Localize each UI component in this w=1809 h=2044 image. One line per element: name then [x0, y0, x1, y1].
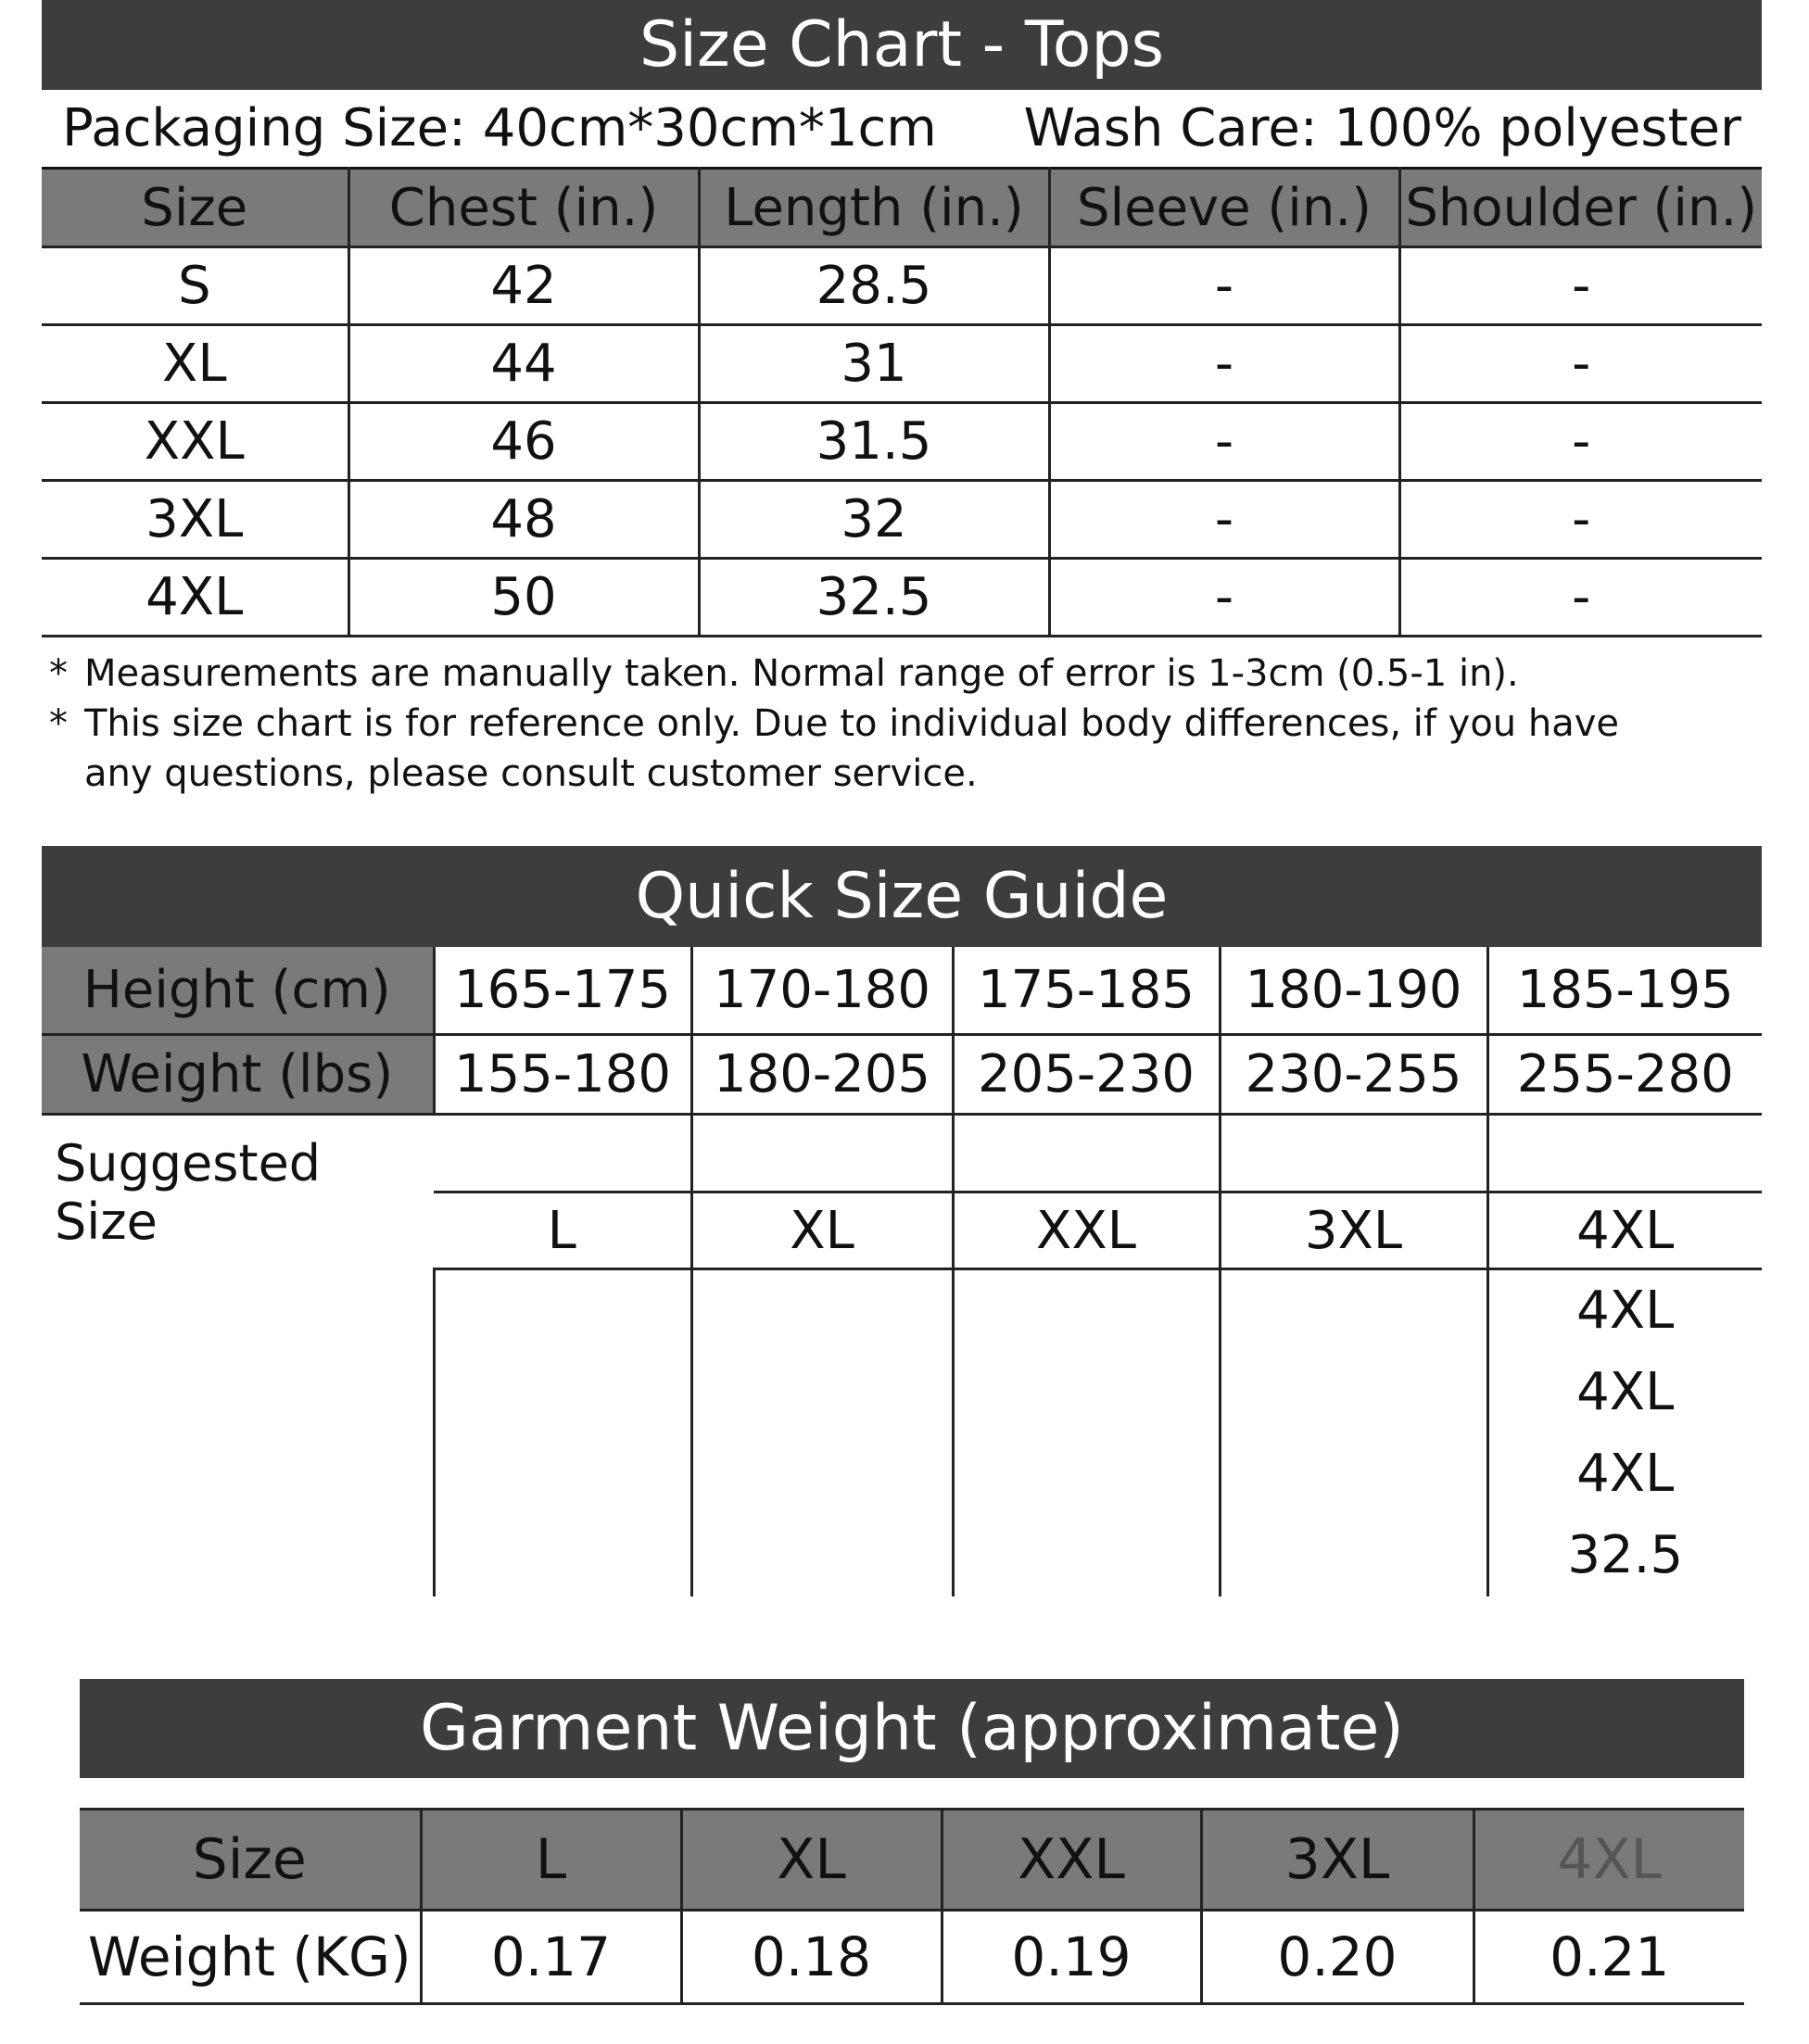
weight-cell: 0.17 [421, 1911, 681, 2004]
size-chart-table [42, 167, 1762, 637]
table-cell: - [1399, 559, 1762, 637]
table-row [42, 325, 1762, 403]
size-chart-header-row [42, 169, 1762, 247]
quick-guide-title [42, 846, 1762, 947]
table-cell: 28.5 [699, 247, 1049, 325]
suggested-size-cell: XL [691, 1192, 953, 1269]
weight-label: Weight (lbs) [42, 1035, 434, 1115]
empty-cell [1220, 1269, 1487, 1597]
weight-cell: 180-205 [691, 1035, 953, 1115]
packaging-size: Packaging Size: 40cm*30cm*1cm [62, 98, 937, 158]
note-item [42, 699, 1636, 799]
garment-weight-table [80, 1808, 1744, 2005]
garment-weight-row [80, 1911, 1744, 2004]
table-cell: - [1049, 247, 1399, 325]
size-chart-title [42, 0, 1762, 90]
height-cell: 185-195 [1487, 947, 1762, 1035]
suggested-size-cell: 3XL [1220, 1192, 1487, 1269]
size-cell: L [421, 1810, 681, 1911]
weight-cell: 0.19 [942, 1911, 1201, 2004]
empty-cell [1487, 1115, 1762, 1192]
empty-cell [434, 1269, 691, 1597]
extra-row [42, 1269, 1762, 1597]
suggested-size-label: Suggested Size [55, 1133, 322, 1251]
table-cell: - [1399, 481, 1762, 559]
height-cell: 175-185 [953, 947, 1220, 1035]
table-cell: XXL [42, 403, 348, 481]
height-row [42, 947, 1762, 1035]
empty-cell [42, 1269, 434, 1597]
weight-cell: 0.18 [681, 1911, 942, 2004]
extra-values-cell [1487, 1269, 1762, 1597]
empty-cell [691, 1269, 953, 1597]
column-header: Chest (in.) [348, 169, 699, 247]
column-header: Sleeve (in.) [1049, 169, 1399, 247]
table-cell: - [1399, 325, 1762, 403]
size-chart-notes [42, 649, 1762, 799]
size-cell: XXL [942, 1810, 1201, 1911]
table-cell: XL [42, 325, 348, 403]
empty-cell [953, 1269, 1220, 1597]
table-cell: - [1049, 559, 1399, 637]
quick-guide-title-text: Quick Size Guide [635, 859, 1169, 933]
empty-cell [691, 1115, 953, 1192]
spacer-row [42, 1115, 1762, 1192]
table-cell: 31.5 [699, 403, 1049, 481]
table-row [42, 247, 1762, 325]
empty-cell [1220, 1115, 1487, 1192]
garment-weight-title-text: Garment Weight (approximate) [420, 1691, 1404, 1765]
note-marker: * [49, 702, 68, 745]
table-cell: 46 [348, 403, 699, 481]
table-cell: 44 [348, 325, 699, 403]
weight-label: Weight (KG) [80, 1911, 421, 2004]
size-cell: 4XL [1474, 1810, 1744, 1911]
note-text: Measurements are manually taken. Normal range of error is 1-3cm (0.5-1 in). [84, 652, 1519, 695]
table-cell: - [1049, 481, 1399, 559]
table-cell: 32 [699, 481, 1049, 559]
extra-value: 32.5 [1567, 1525, 1684, 1585]
height-label: Height (cm) [42, 947, 434, 1035]
extra-value: 4XL [1576, 1444, 1675, 1504]
table-cell: S [42, 247, 348, 325]
size-cell: XL [681, 1810, 942, 1911]
column-header: Shoulder (in.) [1399, 169, 1762, 247]
empty-cell [434, 1115, 691, 1192]
table-row [42, 481, 1762, 559]
size-cell: 3XL [1201, 1810, 1474, 1911]
table-cell: 3XL [42, 481, 348, 559]
wash-care: Wash Care: 100% polyester [1023, 98, 1741, 158]
table-cell: 31 [699, 325, 1049, 403]
size-chart-info-row [42, 90, 1762, 167]
weight-cell: 230-255 [1220, 1035, 1487, 1115]
extra-value: 4XL [1576, 1362, 1675, 1422]
height-cell: 165-175 [434, 947, 691, 1035]
table-cell: 50 [348, 559, 699, 637]
garment-size-row [80, 1810, 1744, 1911]
table-cell: - [1399, 403, 1762, 481]
table-row [42, 559, 1762, 637]
suggested-size-cell: L [434, 1192, 691, 1269]
extra-value: 4XL [1576, 1281, 1675, 1341]
weight-cell: 0.20 [1201, 1911, 1474, 2004]
table-cell: 32.5 [699, 559, 1049, 637]
height-cell: 170-180 [691, 947, 953, 1035]
weight-cell: 255-280 [1487, 1035, 1762, 1115]
column-header: Size [42, 169, 348, 247]
weight-row [42, 1035, 1762, 1115]
size-chart-title-text: Size Chart - Tops [639, 7, 1164, 82]
weight-cell: 205-230 [953, 1035, 1220, 1115]
empty-cell [953, 1115, 1220, 1192]
table-row [42, 403, 1762, 481]
note-marker: * [49, 652, 68, 695]
garment-weight-title [80, 1679, 1744, 1778]
size-label: Size [80, 1810, 421, 1911]
note-item [42, 649, 1762, 699]
table-cell: - [1049, 325, 1399, 403]
weight-cell: 155-180 [434, 1035, 691, 1115]
table-cell: 48 [348, 481, 699, 559]
table-cell: 4XL [42, 559, 348, 637]
suggested-size-cell: XXL [953, 1192, 1220, 1269]
suggested-size-cell: 4XL [1487, 1192, 1762, 1269]
column-header: Length (in.) [699, 169, 1049, 247]
quick-guide-table [42, 947, 1762, 1596]
table-cell: - [1399, 247, 1762, 325]
height-cell: 180-190 [1220, 947, 1487, 1035]
weight-cell: 0.21 [1550, 1925, 1670, 1988]
note-text: This size chart is for reference only. Due to individual body differences, if you have any questions, please consult customer service. [84, 702, 1620, 795]
table-cell: - [1049, 403, 1399, 481]
table-cell: 42 [348, 247, 699, 325]
